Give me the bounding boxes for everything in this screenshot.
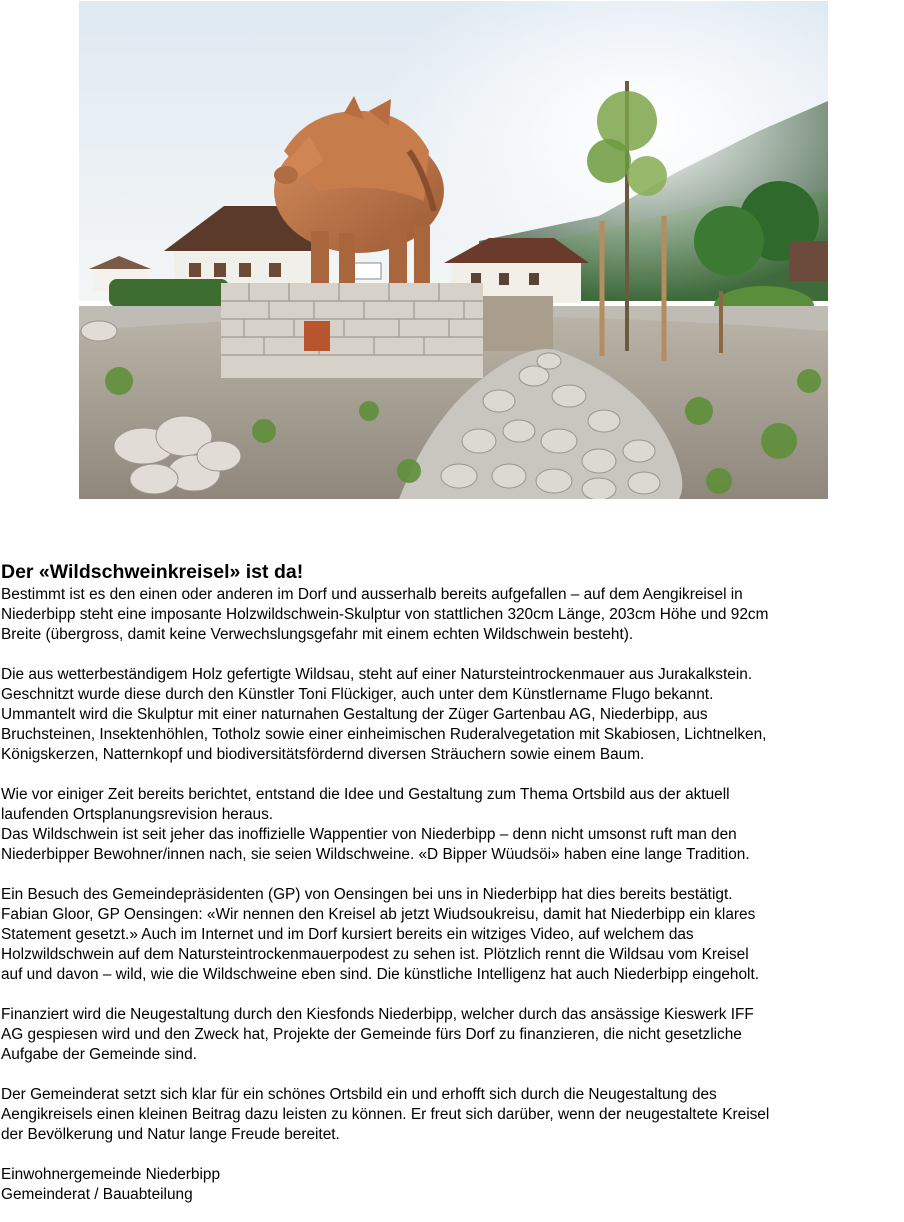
paragraph-line: AG gespiesen wird und den Zweck hat, Projekte der Gemeinde fürs Dorf zu finanzieren, die nicht gesetzliche — [1, 1026, 742, 1043]
article-paragraph — [1, 1085, 903, 1145]
paragraph-line: Fabian Gloor, GP Oensingen: «Wir nennen den Kreisel ab jetzt Wiudsoukreisu, damit hat Niederbipp ein klares — [1, 906, 756, 923]
paragraph-line: Aengikreisels einen kleinen Beitrag dazu leisten zu können. Er freut sich darüber, wenn der neugestaltete Kreisel — [1, 1106, 770, 1123]
article-paragraph — [1, 665, 903, 765]
paragraph-line: Holzwildschwein auf dem Natursteintrockenmauerpodest zu sehen ist. Plötzlich rennt die Wildsau vom Kreisel — [1, 946, 749, 963]
paragraph-line: Das Wildschwein ist seit jeher das inoffizielle Wappentier von Niederbipp – denn nicht umsonst ruft man den — [1, 826, 737, 843]
paragraph-line: laufenden Ortsplanungsrevision heraus. — [1, 806, 274, 823]
paragraph-line: der Bevölkerung und Natur lange Freude bereitet. — [1, 1126, 340, 1143]
article-paragraph — [1, 585, 903, 645]
article-paragraph — [1, 885, 903, 985]
paragraph-line: Ummantelt wird die Skulptur mit einer naturnahen Gestaltung der Züger Gartenbau AG, Niederbipp, aus — [1, 706, 708, 723]
paragraph-line: Ein Besuch des Gemeindepräsidenten (GP) von Oensingen bei uns in Niederbipp hat dies bereits bestätigt. — [1, 886, 733, 903]
paragraph-line: Niederbipp steht eine imposante Holzwildschwein-Skulptur von stattlichen 320cm Länge, 203cm Höhe und 92cm — [1, 606, 769, 623]
paragraph-line: Statement gesetzt.» Auch im Internet und im Dorf kursiert bereits ein witziges Video, auf welchem das — [1, 926, 694, 943]
article-title: Der «Wildschweinkreisel» ist da! — [1, 561, 304, 583]
paragraph-line: auf und davon – wild, wie die Wildschweine eben sind. Die künstliche Intelligenz hat auch Niederbipp eingeholt. — [1, 966, 760, 983]
signature-line: Gemeinderat / Bauabteilung — [1, 1186, 193, 1203]
paragraph-line: Aufgabe der Gemeinde sind. — [1, 1046, 197, 1063]
paragraph-line: Niederbipper Bewohner/innen nach, sie seien Wildschweine. «D Bipper Wüudsöi» haben eine lange Tradition. — [1, 846, 750, 863]
paragraph-line: Finanziert wird die Neugestaltung durch den Kiesfonds Niederbipp, welcher durch das ansässige Kieswerk IFF — [1, 1006, 754, 1023]
paragraph-line: Königskerzen, Natternkopf und biodiversitätsfördernd diversen Sträuchern sowie einem Baum. — [1, 746, 645, 763]
paragraph-line: Wie vor einiger Zeit bereits berichtet, entstand die Idee und Gestaltung zum Thema Ortsbild aus der aktuell — [1, 786, 730, 803]
paragraph-line: Bestimmt ist es den einen oder anderen im Dorf und ausserhalb bereits aufgefallen – auf dem Aengikreisel in — [1, 586, 743, 603]
paragraph-line: Geschnitzt wurde diese durch den Künstler Toni Flückiger, auch unter dem Künstlername Flugo bekannt. — [1, 686, 714, 703]
wild-boar-sculpture-photo — [79, 1, 828, 499]
paragraph-line: Die aus wetterbeständigem Holz gefertigte Wildsau, steht auf einer Natursteintrockenmauer aus Jurakalkstein. — [1, 666, 753, 683]
signature — [1, 1165, 903, 1205]
paragraph-line: Breite (übergross, damit keine Verwechslungsgefahr mit einem echten Wildschwein besteht). — [1, 626, 634, 643]
signature-line: Einwohnergemeinde Niederbipp — [1, 1166, 221, 1183]
article-paragraph — [1, 785, 903, 865]
article-paragraph — [1, 1005, 903, 1065]
paragraph-line: Der Gemeinderat setzt sich klar für ein schönes Ortsbild ein und erhofft sich durch die Neugestaltung des — [1, 1086, 717, 1103]
paragraph-line: Bruchsteinen, Insektenhöhlen, Totholz sowie einer einheimischen Ruderalvegetation mit Skabiosen, Lichtnelken, — [1, 726, 767, 743]
article — [1, 560, 903, 1205]
